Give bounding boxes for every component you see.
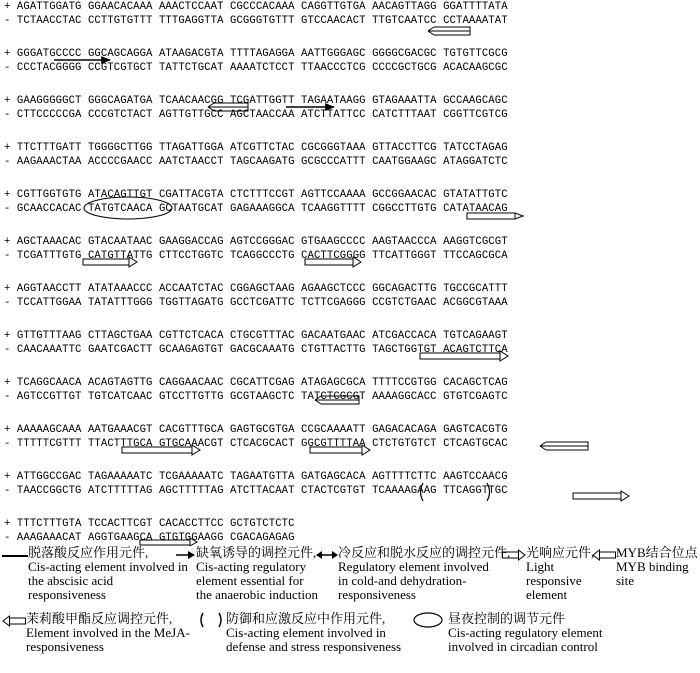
legend-cn: 防御和应激反应中作用元件, <box>226 611 386 626</box>
legend-cn: MYB结合位点 <box>616 545 698 560</box>
legend-cn: 冷反应和脱水反应的调控元件, <box>338 545 511 560</box>
minus-strand-line: - CAACAAATTC GAATCGACTT GCAAGAGTGT GACGCAAATG CTGTTACTTG TAGCTGGTGT ACAGTCTTCA <box>4 344 508 356</box>
bracket-icon <box>198 612 224 628</box>
legend-defense <box>226 612 410 654</box>
legend-en: Cis-acting element involved in defense and stress responsiveness <box>226 625 402 654</box>
plus-strand-line: + AGATTGGATG GGAACACAAA AAACTCCAAT CGCCCACAAA CAGGTTGTGA AACAGTTAGG GGATTTTATA <box>4 1 508 13</box>
plus-strand-line: + GAAGGGGGCT GGGCAGATGA TCAACAACGG TCGATTGGTT TAGAATAAGG GTAGAAATTA GCCAAGCAGC <box>4 95 508 107</box>
minus-strand-line: - TCCATTGGAA TATATTTGGG TGGTTAGATG GCCTCGATTC TCTTCGAGGG CCGTCTGAAC ACGGCGTAAA <box>4 297 508 309</box>
legend-en: Regulatory element involved in cold-and dehydration-responsiveness <box>338 559 489 602</box>
arrow-icon <box>176 549 196 561</box>
plus-strand-line: + CGTTGGTGTG ATACAGTTGT CGATTACGTA CTCTTTCCGT AGTTCCAAAA GCCGGAACAC GTATATTGTC <box>4 189 508 201</box>
legend-en: MYB binding site <box>616 559 689 588</box>
sequence-block <box>4 94 696 141</box>
plus-strand-line: + TTTCTTTGTA TCCACTTCGT CACACCTTCC GCTGTCTCTC <box>4 518 295 530</box>
double-arrow-icon <box>316 549 338 561</box>
plus-strand-line: + TTCTTTGATT TGGGGCTTGG TTAGATTGGA ATCGTTCTAC CGCGGGTAAA GTTACCTTCG TATCCTAGAG <box>4 142 508 154</box>
light-arrow-icon <box>502 549 526 561</box>
minus-strand-line: - CTTCCCCCGA CCCGTCTACT AGTTGTTGCC AGCTAACCAA ATCTTATTCC CATCTTTAAT CGGTTCGTCG <box>4 109 508 121</box>
sequence-block <box>4 235 696 282</box>
legend-myb <box>616 546 700 588</box>
legend-en: Light responsive element <box>526 559 582 602</box>
sequence-block <box>4 188 696 235</box>
minus-strand-line: - AAGAAACTAA ACCCCGAACC AATCTAACCT TAGCAAGATG GCGCCCATTT CAATGGAAGC ATAGGATCTC <box>4 156 508 168</box>
legend-en: Cis-acting regulatory element involved in circadian control <box>448 625 603 654</box>
minus-strand-line: - TCTAACCTAC CCTTGTGTTT TTTGAGGTTA GCGGGTGTTT GTCCAACACT TTGTCAATCC CCTAAAATAT <box>4 15 508 27</box>
legend-cold <box>338 545 511 602</box>
legend-cn: 光响应元件, <box>526 545 595 560</box>
plus-strand-line: + AAAAAGCAAA AATGAAACGT CACGTTTGCA GAGTGCGTGA CCGCAAAATT GAGACACAGA GAGTCACGTG <box>4 424 508 436</box>
sequence-block <box>4 282 696 329</box>
sequence-block <box>4 423 696 470</box>
meja-arrow-icon <box>2 615 26 627</box>
legend-light <box>526 546 600 602</box>
sequence-block <box>4 0 696 47</box>
plus-strand-line: + AGGTAACCTT ATATAAACCC ACCAATCTAC CGGAGCTAAG AGAAGCTCCC GGCAGACTTG TGCCGCATTT <box>4 283 508 295</box>
abscisic-legend-icon <box>2 550 28 562</box>
plus-strand-line: + AGCTAAACAC GTACAATAAC GAAGGACCAG AGTCCGGGAC GTGAAGCCCC AAGTAACCCA AAGGTCGCGT <box>4 236 508 248</box>
minus-strand-line: - TCGATTTGTG CATGTTATTG CTTCCTGGTC TCAGGCCCTG CACTTCGGGG TTCATTGGGT TTCCAGCGCA <box>4 250 508 262</box>
sequence-block <box>4 376 696 423</box>
minus-strand-line: - CCCTACGGGG CCGTCGTGCT TATTCTGCAT AAAATCTCCT TTAACCCTCG CCCCGCTGCG ACACAAGCGC <box>4 62 508 74</box>
legend-cn: 缺氧诱导的调控元件, <box>196 545 317 560</box>
legend-anaerobic <box>196 546 322 602</box>
minus-strand-line: - AAAGAAACAT AGGTGAAGCA GTGTGGAAGG CGACAGAGAG <box>4 532 295 544</box>
plus-strand-line: + ATTGGCCGAC TAGAAAAATC TCGAAAAATC TAGAATGTTA GATGAGCACA AGTTTTCTTC AAGTCCAACG <box>4 471 508 483</box>
legend-abscisic <box>28 546 188 602</box>
ellipse-icon <box>412 611 444 629</box>
sequence-block <box>4 141 696 188</box>
plus-strand-line: + GTTGTTTAAG CTTAGCTGAA CGTTCTCACA CTGCGTTTAC GACAATGAAC ATCGACCACA TGTCAGAAGT <box>4 330 508 342</box>
legend-cn: 茉莉酸甲酯反应调控元件, <box>26 611 173 626</box>
legend <box>0 546 700 673</box>
legend-circadian <box>448 612 648 654</box>
myb-arrow-icon <box>592 549 616 561</box>
sequence-block <box>4 329 696 376</box>
minus-strand-line: - AGTCCGTTGT TGTCATCAAC GTCCTTGTTG GCGTAAGCTC TATCTCGCGT AAAAGGCACC GTGTCGAGTC <box>4 391 508 403</box>
legend-en: Element involved in the MeJA-responsiveness <box>26 625 190 654</box>
minus-strand-line: - TTTTTCGTTT TTACTTTGCA GTGCAAACGT CTCACGCACT GGCGTTTTAA CTCTGTGTCT CTCAGTGCAC <box>4 438 508 450</box>
sequence-block <box>4 47 696 94</box>
legend-cn: 脱落酸反应作用元件, <box>28 545 149 560</box>
legend-cn: 昼夜控制的调节元件 <box>448 611 566 626</box>
plus-strand-line: + TCAGGCAACA ACAGTAGTTG CAGGAACAAC CGCATTCGAG ATAGAGCGCA TTTTCCGTGG CACAGCTCAG <box>4 377 508 389</box>
minus-strand-line: - TAACCGGCTG ATCTTTTTAG AGCTTTTTAG ATCTTACAAT CTACTCGTGT TCAAAAGAAG TTCAGGTTGC <box>4 485 508 497</box>
plus-strand-line: + GGGATGCCCC GGCAGCAGGA ATAAGACGTA TTTTAGAGGA AATTGGGAGC GGGGCGACGC TGTGTTCGCG <box>4 48 508 60</box>
legend-en: Cis-acting element involved in the abscisic acid responsiveness <box>28 559 188 602</box>
legend-meja <box>26 612 196 654</box>
sequence-block <box>4 470 696 517</box>
sequence-area <box>4 0 696 564</box>
legend-en: Cis-acting regulatory element essential for the anaerobic induction <box>196 559 319 602</box>
minus-strand-line: - GCAACCACAC TATGTCAACA GCTAATGCAT GAGAAAGGCA TCAAGGTTTT CGGCCTTGTG CATATAACAG <box>4 203 508 215</box>
